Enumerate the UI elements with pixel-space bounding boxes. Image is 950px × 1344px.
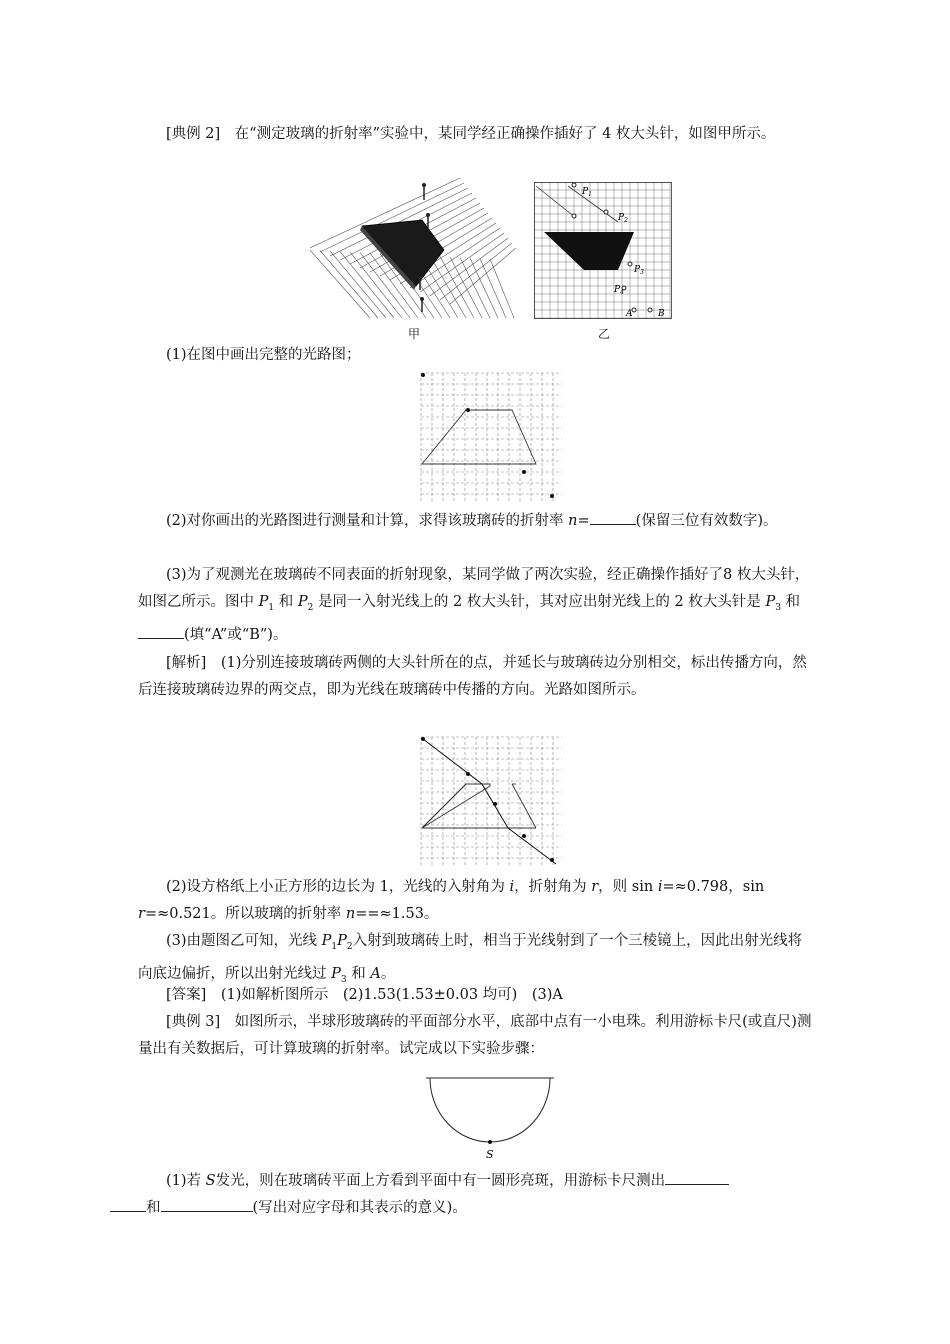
answer-blank-1[interactable] <box>665 1170 729 1185</box>
figure-jia <box>310 178 516 328</box>
label-p1: $P_1$ <box>582 187 592 198</box>
ex2-tag: [典例 2] <box>166 126 221 142</box>
label-s: S <box>486 1148 494 1161</box>
ex2-q3: (3)为了观测光在玻璃砖不同表面的折射现象，某同学做了两次实验，经正确操作插好了8 枚大头针，如图乙所示。图中 $P_1$ 和 $P_2$ 是同一入射光线上的 2 枚大头针，其对应出射光线上的 2 枚大头针是 $P_3$ 和(填“A”或“B”)。 <box>138 567 810 643</box>
ex2-analysis2: (2)设方格纸上小正方形的边长为 1，光线的入射角为 i，折射角为 r，则 sin i=≈0.798，sin r=≈0.521。所以玻璃的折射率 n==≈1.53。 <box>138 879 765 922</box>
figure-hemisphere <box>420 1074 560 1164</box>
answer-blank-1b[interactable] <box>110 1197 146 1212</box>
figure-yi <box>534 182 674 320</box>
label-b: B <box>658 309 665 319</box>
label-a: A <box>626 309 633 319</box>
ex2-analysis3: (3)由题图乙可知，光线 $P_1P_2$入射到玻璃砖上时，相当于光线射到了一个三棱镜上，因此出射光线将向底边偏折，所以出射光线过 $P_3$ 和 A。 <box>138 933 803 985</box>
ex3-intro: [典例 3] 如图所示，半球形玻璃砖的平面部分水平，底部中点有一小电珠。利用游标卡尺(或直尺)测量出有关数据后，可计算玻璃的折射率。试完成以下实验步骤： <box>138 1014 812 1057</box>
ex2-analysis1: [解析] (1)分别连接玻璃砖两侧的大头针所在的点，并延长与玻璃砖边分别相交，标出传播方向，然后连接玻璃砖边界的两交点，即为光线在玻璃砖中传播的方向。光路如图所示。 <box>138 655 807 698</box>
label-p2: $P_2$ <box>618 213 628 224</box>
answer-blank-ab[interactable] <box>138 624 184 639</box>
answer-blank-n[interactable] <box>590 510 636 525</box>
ex2-q2: (2)对你画出的光路图进行测量和计算，求得该玻璃砖的折射率 n= (保留三位有效数字)。 <box>138 508 816 535</box>
figure-path-blank <box>420 372 564 504</box>
ex2-q1: (1)在图中画出完整的光路图； <box>166 347 361 363</box>
ex2-intro <box>138 121 816 148</box>
ex2-intro-text: 在“测定玻璃的折射率”实验中，某同学经正确操作插好了 4 枚大头针，如图甲所示。 <box>234 126 776 142</box>
label-p4: $P_4$ <box>614 285 624 296</box>
caption-yi: 乙 <box>598 327 611 341</box>
answer-blank-2[interactable] <box>161 1197 253 1212</box>
caption-jia: 甲 <box>408 327 421 341</box>
label-p3: $P_3$ <box>634 265 644 276</box>
figure-path-complete <box>420 736 564 868</box>
ex2-answer: [答案] (1)如解析图所示 (2)1.53(1.53±0.03 均可) (3)A <box>166 987 563 1003</box>
ex3-q1: (1)若 S发光，则在玻璃砖平面上方看到平面中有一圆形亮斑，用游标卡尺测出 和 (写出对应字母和其表示的意义)。 <box>138 1168 816 1222</box>
